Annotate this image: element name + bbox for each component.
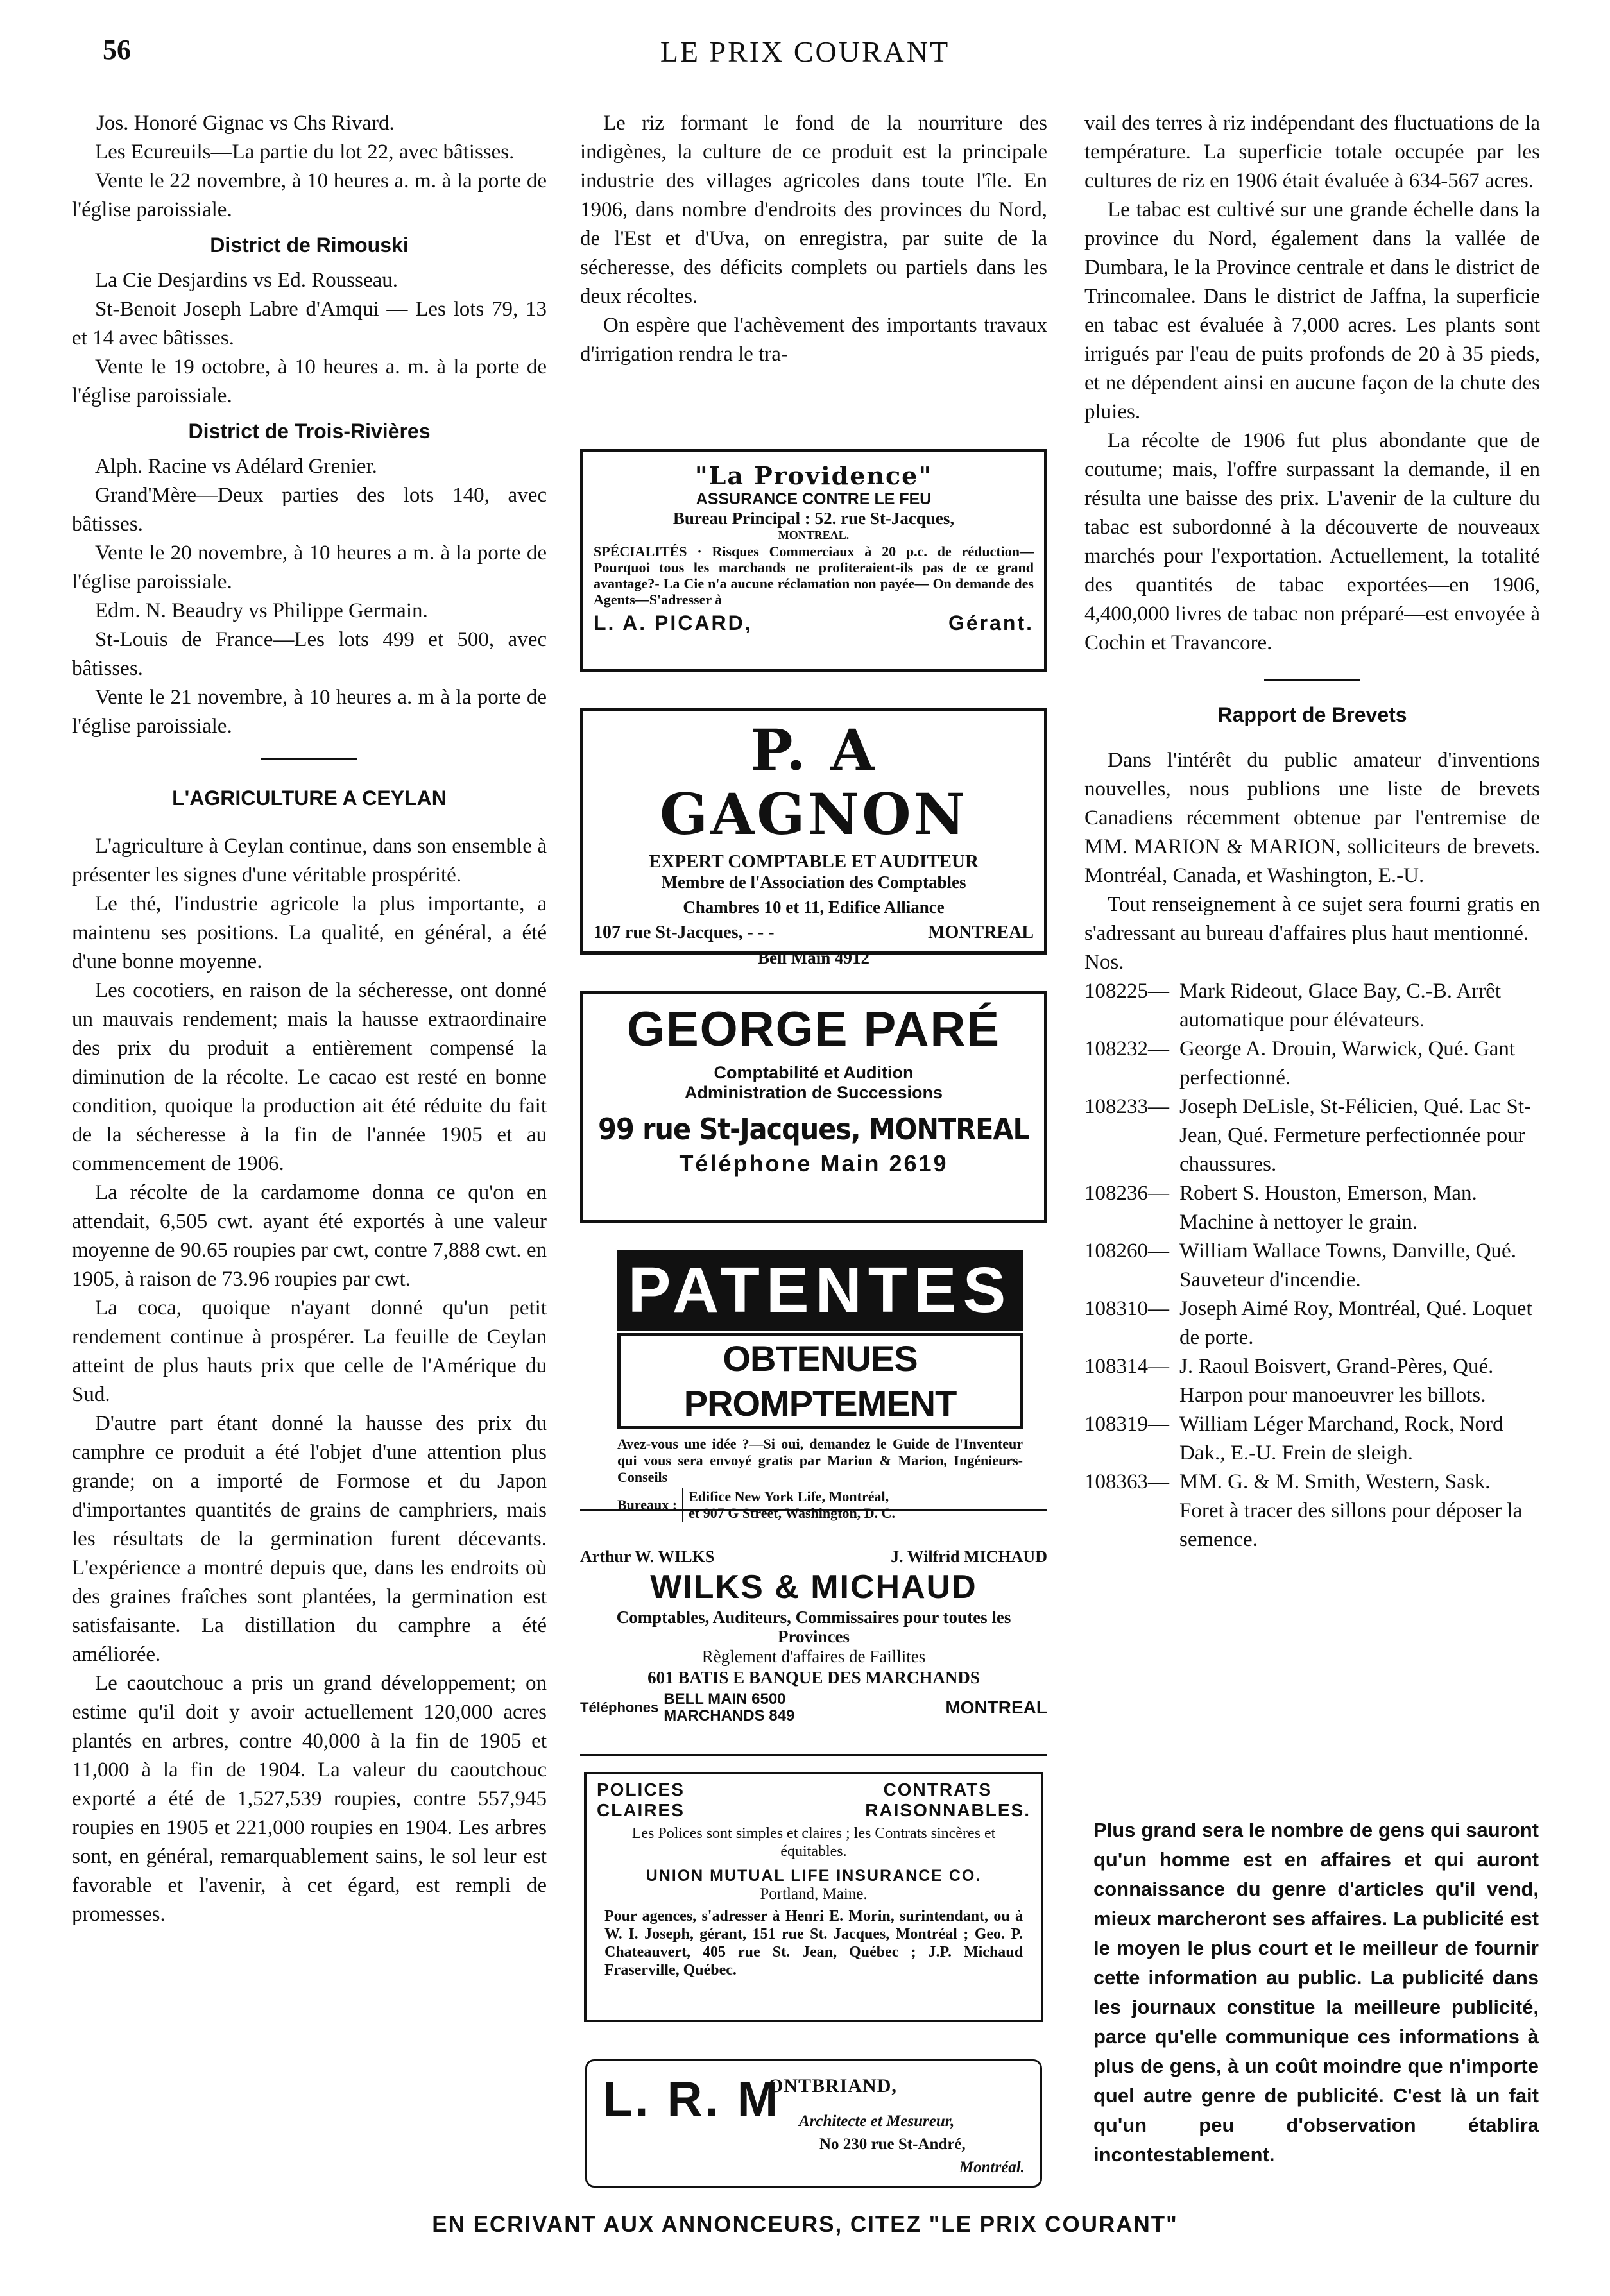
footer-notice: EN ECRIVANT AUX ANNONCEURS, CITEZ "LE PRIX COURANT" bbox=[432, 2212, 1178, 2237]
brevet-number: 108236— bbox=[1084, 1182, 1169, 1205]
ad-george-pare bbox=[580, 991, 1047, 1223]
brevet-number: 108319— bbox=[1084, 1413, 1169, 1436]
divider-line bbox=[580, 1754, 1047, 1756]
ad-partner-name: Arthur W. WILKS bbox=[580, 1547, 715, 1566]
ad-subtitle: ASSURANCE CONTRE LE FEU bbox=[696, 490, 932, 508]
ad-union-mutual bbox=[584, 1772, 1043, 2022]
brevets-list bbox=[1084, 977, 1540, 1554]
article-paragraph: L'agriculture à Ceylan continue, dans son ensemble à présenter les signes d'une véritable prospérité. bbox=[72, 835, 547, 887]
ad-name: ONTBRIAND, bbox=[768, 2075, 897, 2096]
ad-heading: CONTRATS bbox=[883, 1780, 992, 1799]
ad-patentes bbox=[617, 1250, 1023, 1521]
notice-line: St-Benoit Joseph Labre d'Amqui — Les lots 79, 13 et 14 avec bâtisses. bbox=[72, 298, 547, 350]
ad-line: Administration de Successions bbox=[684, 1083, 943, 1102]
column-3 bbox=[1084, 109, 1540, 1554]
brevets-title: Rapport de Brevets bbox=[1217, 703, 1407, 726]
brevet-text: MM. G. & M. Smith, Western, Sask. Foret à tracer des sillons pour déposer la semence. bbox=[1179, 1470, 1523, 1551]
ad-name: P. A GAGNON bbox=[659, 717, 968, 847]
district-heading-trois-rivieres: District de Trois-Rivières bbox=[188, 420, 431, 443]
article-paragraph: On espère que l'achèvement des importants travaux d'irrigation rendra le tra- bbox=[580, 314, 1047, 366]
brevet-entry bbox=[1084, 977, 1540, 1035]
ad-heading: RAISONNABLES. bbox=[865, 1800, 1031, 1820]
intro-line: Vente le 22 novembre, à 10 heures a. m. à la porte de l'église paroissiale. bbox=[72, 169, 547, 221]
ad-address: 107 rue St-Jacques, - - - bbox=[594, 923, 775, 942]
ad-company: UNION MUTUAL LIFE INSURANCE CO. bbox=[646, 1867, 982, 1885]
ad-line: No 230 rue St-André, bbox=[819, 2136, 966, 2153]
brevet-text: William Léger Marchand, Rock, Nord Dak., E.-U. Frein de sleigh. bbox=[1179, 1413, 1503, 1465]
ad-contact-role: Gérant. bbox=[948, 611, 1034, 634]
ad-line: Membre de l'Association des Comptables bbox=[661, 872, 966, 892]
brevet-entry bbox=[1084, 1237, 1540, 1295]
brevet-text: Robert S. Houston, Emerson, Man. Machine à nettoyer le grain. bbox=[1179, 1182, 1477, 1234]
ad-gagnon bbox=[580, 708, 1047, 967]
brevet-entry bbox=[1084, 1035, 1540, 1093]
intro-line: Jos. Honoré Gignac vs Chs Rivard. bbox=[96, 112, 395, 135]
ad-bureaux-label: Bureaux : bbox=[617, 1497, 678, 1513]
intro-line: Les Ecureuils—La partie du lot 22, avec bâtisses. bbox=[95, 140, 515, 164]
brevet-text: William Wallace Towns, Danville, Qué. Sauveteur d'incendie. bbox=[1179, 1239, 1516, 1291]
brevet-entry bbox=[1084, 1468, 1540, 1554]
article-paragraph: La récolte de 1906 fut plus abondante que de coutume; mais, l'offre surpassant la demande, il en résulta une baisse des prix. L'avenir de la culture du tabac est subordonné à la découverte de nouveaux marchés pour l'exportation. Actuellement, la totalité des quantités de tabac exportées—en 1906, 4,400,000 livres de tabac non préparé—est envoyée à Cochin et Travancore. bbox=[1084, 429, 1540, 654]
notice-line: Vente le 21 novembre, à 10 heures a. m à la porte de l'église paroissiale. bbox=[72, 686, 547, 738]
brevet-number: 108260— bbox=[1084, 1239, 1169, 1263]
brevet-entry bbox=[1084, 1352, 1540, 1410]
section-divider bbox=[261, 758, 357, 760]
ad-bureau: Edifice New York Life, Montréal, bbox=[689, 1488, 889, 1504]
ad-bureau: et 907 G Street, Washington, D. C. bbox=[689, 1505, 895, 1521]
brevet-number: 108363— bbox=[1084, 1470, 1169, 1493]
divider-line bbox=[580, 1509, 1047, 1511]
page-number: 56 bbox=[103, 34, 131, 65]
article-paragraph: Les cocotiers, en raison de la sécheresse, ont donné un mauvais rendement; mais la hausse extraordinaire des prix du produit a entièrement compensé la diminution de la récolte. Le cacao est resté en bonne condition, quoique la production ait été réduite du fait de la sécheresse à la fin de l'année 1905 et au commencement de 1906. bbox=[72, 979, 547, 1175]
ad-tel: BELL MAIN 6500 bbox=[664, 1690, 786, 1708]
ad-specialites: SPÉCIALITÉS · Risques Commerciaux à 20 p.c. de réduction—Pourquoi tous les marchands ne profiteraient-ils pas de ce grand avantage?- La Cie n'a aucune réclamation non payée— On demande des Agents—S'adresser à bbox=[594, 543, 1034, 608]
ad-line: Comptabilité et Audition bbox=[714, 1063, 914, 1082]
ad-montbriand bbox=[585, 2059, 1042, 2188]
journal-title: LE PRIX COURANT bbox=[660, 35, 950, 68]
ad-banner: OBTENUES PROMPTEMENT bbox=[617, 1333, 1023, 1429]
ad-phone: Téléphone Main 2619 bbox=[679, 1150, 948, 1177]
brevet-text: George A. Drouin, Warwick, Qué. Gant perfectionné. bbox=[1179, 1037, 1516, 1089]
brevet-number: 108314— bbox=[1084, 1355, 1169, 1378]
brevet-number: 108225— bbox=[1084, 980, 1169, 1003]
article-paragraph: La coca, quoique n'ayant donné qu'un petit rendement continue à prospérer. La feuille de Ceylan atteint de plus hauts prix que celle de l'Amérique du Sud. bbox=[72, 1297, 547, 1406]
ad-agents: Pour agences, s'adresser à Henri E. Morin, surintendant, ou à W. I. Joseph, gérant, 151 rue St. Jacques, Montréal ; Geo. P. Chateauvert, 405 rue St. Jean, Québec ; J.P. Michaud Fraserville, Québec. bbox=[604, 1908, 1023, 1978]
ad-la-providence bbox=[580, 449, 1047, 672]
notice-line: St-Louis de France—Les lots 499 et 500, avec bâtisses. bbox=[72, 628, 547, 680]
notice-line: Grand'Mère—Deux parties des lots 140, avec bâtisses. bbox=[72, 484, 547, 536]
ad-name: GEORGE PARÉ bbox=[626, 1002, 1001, 1057]
article-paragraph: Le caoutchouc a pris un grand développement; on estime qu'il doit y avoir actuellement 120,000 acres plantés en arbres, contre 40,000 à la fin de 1905 et 11,000 à la fin de 1904. La valeur du caoutchouc exporté a été de 1,527,539 roupies, contre 557,945 roupies en 1905 et 221,000 roupies en 1904. Les arbres sont, en général, remarquablement sains, le sol leur est favorable et l'avenir, à cet égard, est rempli de promesses. bbox=[72, 1672, 547, 1926]
brevet-entry bbox=[1084, 1093, 1540, 1179]
notice-line: Alph. Racine vs Adélard Grenier. bbox=[95, 455, 377, 478]
brevet-number: 108310— bbox=[1084, 1297, 1169, 1320]
ad-city: MONTREAL. bbox=[778, 529, 850, 541]
ad-contact-name: L. A. PICARD, bbox=[594, 611, 753, 634]
ad-partner-name: J. Wilfrid MICHAUD bbox=[891, 1547, 1047, 1566]
brevet-entry bbox=[1084, 1295, 1540, 1352]
brevets-intro: Tout renseignement à ce sujet sera fourni gratis en s'adressant au bureau d'affaires plus haut mentionné. bbox=[1084, 893, 1540, 945]
article-paragraph: D'autre part étant donné la hausse des prix du camphre ce produit a été l'objet d'une attention plus grande; on a importé de Formose et du Japon d'importantes quantités de grains de camphriers, mais les résultats de la germination furent décevants. L'expérience a montré depuis que, dans les endroits où des graines fraîches sont plantées, la germination est satisfaisante. La distillation du camphre a été améliorée. bbox=[72, 1412, 547, 1666]
brevet-entry bbox=[1084, 1179, 1540, 1237]
ad-line: EXPERT COMPTABLE ET AUDITEUR bbox=[649, 851, 979, 872]
ad-line: Règlement d'affaires de Faillites bbox=[701, 1647, 926, 1666]
closing-statement: Plus grand sera le nombre de gens qui sauront qu'un homme est en affaires et qui auront connaissance du genre d'articles qu'il vend, mieux marcheront ses affaires. La publicité est le moyen le plus court et le meilleur de fournir cette information au public. La publicité dans les journaux constitue la meilleure publicité, parce qu'elle communique ces informations à plus de gens, à un coût moindre que n'importe quel autre genre de publicité. C'est là un fait qu'un peu d'observation établira incontestablement. bbox=[1093, 1819, 1539, 2166]
notice-line: Vente le 19 octobre, à 10 heures a. m. à la porte de l'église paroissiale. bbox=[72, 355, 547, 407]
ad-line: Architecte et Mesureur, bbox=[799, 2113, 955, 2130]
ad-city: MONTREAL bbox=[945, 1697, 1047, 1717]
article-paragraph: Le tabac est cultivé sur une grande échelle dans la province du Nord, également dans la vallée de Dumbara, le la Province centrale et dans le district de Trincomalee. Dans le district de Jaffna, la superficie en tabac est évaluée à 7,000 acres. Les plants sont irrigués par l'eau de puits profonds de 20 à 35 pieds, et ne dépendent ainsi en aucune façon de la chute des pluies. bbox=[1084, 198, 1540, 423]
article-paragraph: vail des terres à riz indépendant des fluctuations de la température. La superficie totale occupée par les cultures de riz en 1906 était évaluée à 634-567 acres. bbox=[1084, 112, 1540, 192]
column-1 bbox=[72, 109, 547, 1929]
ad-phone: Bell Main 4912 bbox=[758, 948, 869, 967]
brevets-intro: Dans l'intérêt du public amateur d'inventions nouvelles, nous publions une liste de brevets Canadiens récemment obtenue par l'entremise de MM. MARION & MARION, solliciteurs de brevets. Montréal, Canada, et Washington, E.-U. bbox=[1084, 749, 1540, 887]
brevet-text: Joseph DeLisle, St-Félicien, Qué. Lac St-Jean, Qué. Fermeture perfectionnée pour chaussures. bbox=[1179, 1095, 1532, 1176]
notice-line: Vente le 20 novembre, à 10 heures a m. à la porte de l'église paroissiale. bbox=[72, 541, 547, 593]
notice-line: Edm. N. Beaudry vs Philippe Germain. bbox=[95, 599, 428, 622]
district-heading-rimouski: District de Rimouski bbox=[210, 234, 409, 257]
ad-heading: CLAIRES bbox=[597, 1800, 685, 1820]
article-paragraph: La récolte de la cardamome donna ce qu'on en attendait, 6,505 cwt. ayant été exportés à une valeur moyenne de 90.65 roupies par cwt, contre 7,888 cwt. en 1905, à raison de 73.96 roupies par cwt. bbox=[72, 1181, 547, 1291]
ad-city: Portland, Maine. bbox=[760, 1885, 868, 1903]
ad-city: MONTREAL bbox=[928, 923, 1034, 942]
brevet-number: 108233— bbox=[1084, 1095, 1169, 1118]
nos-label: Nos. bbox=[1084, 951, 1124, 974]
ad-wilks-michaud bbox=[580, 1547, 1047, 1740]
ad-text: Avez-vous une idée ?—Si oui, demandez le Guide de l'Inventeur qui vous sera envoyé gratis par Marion & Marion, Ingénieurs-Conseils bbox=[617, 1436, 1023, 1485]
ad-line: 601 BATIS E BANQUE DES MARCHANDS bbox=[647, 1668, 980, 1687]
article-paragraph: Le thé, l'industrie agricole la plus importante, a maintenu ses positions. La qualité, en général, a été d'une bonne moyenne. bbox=[72, 892, 547, 973]
article-paragraph: Le riz formant le fond de la nourriture des indigènes, la culture de ce produit est la principale industrie des villages agricoles dans toute l'île. En 1906, dans nombre d'endroits des provinces du Nord, de l'Est et d'Uva, on enregistra, par suite de la sécheresse, des déficits complets ou partiels dans les deux récoltes. bbox=[580, 112, 1047, 308]
ad-line: Les Polices sont simples et claires ; les Contrats sincères et équitables. bbox=[631, 1825, 996, 1860]
ad-title: "La Providence" bbox=[694, 461, 933, 490]
section-divider bbox=[1264, 679, 1360, 681]
ad-heading: POLICES bbox=[597, 1780, 685, 1799]
ad-initials: L. R. M bbox=[603, 2072, 781, 2127]
ad-tel: MARCHANDS 849 bbox=[664, 1707, 795, 1724]
ad-tel-label: Téléphones bbox=[580, 1699, 659, 1715]
ad-bureau: Bureau Principal : 52. rue St-Jacques, bbox=[672, 509, 955, 528]
ad-address: 99 rue St-Jacques, MONTREAL bbox=[598, 1112, 1029, 1146]
ad-line: Comptables, Auditeurs, Commissaires pour toutes les Provinces bbox=[616, 1608, 1011, 1646]
column-2-text bbox=[580, 109, 1047, 369]
brevet-text: J. Raoul Boisvert, Grand-Pères, Qué. Harpon pour manoeuvrer les billots. bbox=[1179, 1355, 1494, 1407]
brevet-number: 108232— bbox=[1084, 1037, 1169, 1060]
notice-line: La Cie Desjardins vs Ed. Rousseau. bbox=[95, 269, 398, 292]
ad-firm: WILKS & MICHAUD bbox=[650, 1569, 977, 1606]
brevet-text: Joseph Aimé Roy, Montréal, Qué. Loquet de porte. bbox=[1179, 1297, 1532, 1349]
ad-big-title: PATENTES bbox=[617, 1250, 1023, 1331]
brevet-text: Mark Rideout, Glace Bay, C.-B. Arrêt automatique pour élévateurs. bbox=[1179, 980, 1501, 1032]
article-title: L'AGRICULTURE A CEYLAN bbox=[172, 787, 447, 810]
brevet-entry bbox=[1084, 1410, 1540, 1468]
ad-line: Chambres 10 et 11, Edifice Alliance bbox=[683, 897, 945, 917]
ad-line: Montréal. bbox=[959, 2159, 1025, 2176]
